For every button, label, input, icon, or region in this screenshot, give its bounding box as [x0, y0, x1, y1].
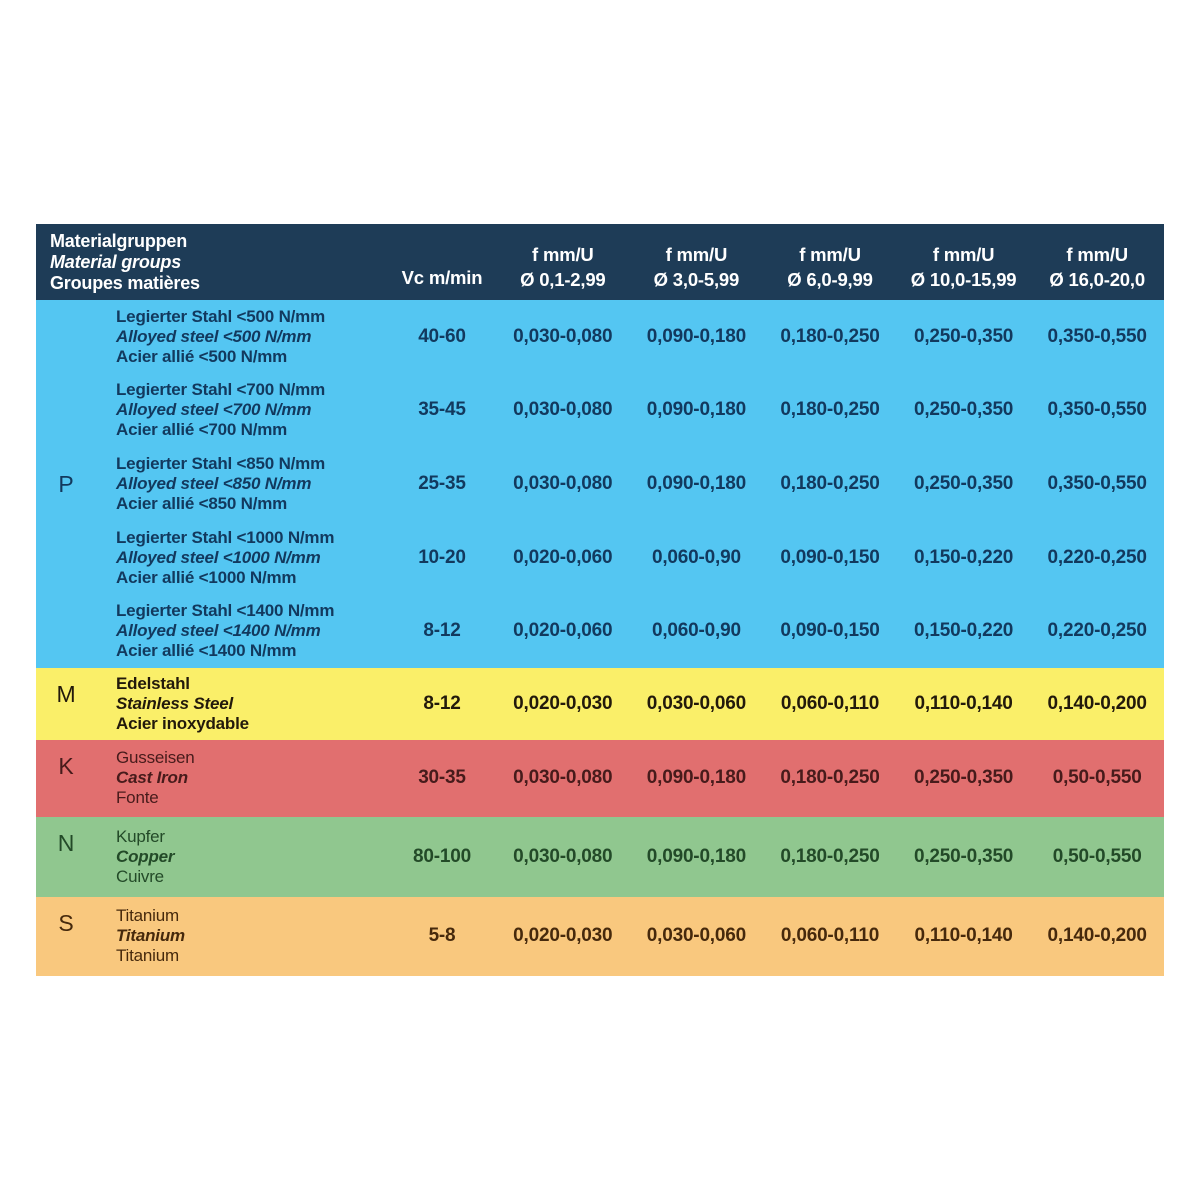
feed-value: 0,250-0,350	[913, 399, 1014, 421]
feed-value: 0,060-0,90	[651, 546, 741, 568]
material-names	[96, 528, 388, 588]
feed-value: 0,060-0,110	[780, 925, 880, 947]
vc-label: Vc m/min	[401, 267, 483, 288]
feed-value: 0,090-0,180	[646, 845, 746, 867]
material-name-de: Titanium	[116, 906, 179, 926]
material-group-section-S	[36, 897, 1164, 976]
group-letter: N	[57, 829, 75, 856]
feed-value: 0,020-0,060	[513, 546, 613, 568]
material-row	[96, 374, 1164, 448]
vc-value: 35-45	[418, 399, 466, 421]
feed-label: f mm/U	[932, 244, 995, 265]
feed-rate-table	[36, 224, 1164, 976]
material-names	[96, 906, 388, 966]
feed-value: 0,090-0,180	[646, 325, 746, 347]
feed-value: 0,140-0,200	[1047, 925, 1147, 947]
feed-label: f mm/U	[1066, 244, 1128, 265]
feed-value: 0,110-0,140	[914, 925, 1013, 947]
feed-value: 0,180-0,250	[780, 325, 880, 347]
group-rows	[96, 300, 1164, 668]
group-rows	[96, 740, 1164, 817]
material-groups-header	[36, 224, 388, 300]
vc-value: 30-35	[418, 767, 466, 789]
material-group-section-N	[36, 817, 1164, 897]
material-row	[96, 668, 1164, 740]
feed-value: 0,220-0,250	[1047, 620, 1147, 642]
diameter-range-3: Ø 6,0-9,99	[787, 269, 873, 290]
vc-column-header	[388, 224, 496, 300]
feed-value: 0,020-0,030	[513, 925, 613, 947]
group-rows	[96, 897, 1164, 976]
material-row	[96, 521, 1164, 595]
material-name-en: Alloyed steel <700 N/mm	[116, 400, 312, 420]
material-name-de: Edelstahl	[116, 673, 190, 693]
material-name-de: Kupfer	[116, 826, 165, 846]
feed-value: 0,090-0,150	[780, 620, 880, 642]
material-name-de: Legierter Stahl <700 N/mm	[116, 380, 326, 400]
feed-label: f mm/U	[665, 244, 728, 265]
feed-value: 0,350-0,550	[1047, 325, 1147, 347]
feed-value: 0,030-0,080	[513, 845, 613, 867]
feed-value: 0,150-0,220	[913, 620, 1014, 642]
vc-value: 40-60	[418, 325, 466, 347]
material-name-en: Alloyed steel <1000 N/mm	[116, 547, 321, 567]
material-name-en: Alloyed steel <500 N/mm	[116, 326, 312, 346]
feed-column-header-2	[630, 224, 764, 300]
feed-column-header-5	[1030, 224, 1164, 300]
feed-value: 0,110-0,140	[914, 692, 1013, 714]
material-names	[96, 601, 388, 661]
feed-value: 0,250-0,350	[913, 845, 1014, 867]
feed-value: 0,220-0,250	[1047, 546, 1147, 568]
feed-value: 0,020-0,030	[513, 692, 613, 714]
feed-value: 0,030-0,080	[513, 767, 613, 789]
material-name-fr: Cuivre	[116, 866, 164, 886]
diameter-range-2: Ø 3,0-5,99	[653, 269, 740, 290]
header-title-de: Materialgruppen	[50, 231, 188, 251]
header-title-fr: Groupes matières	[50, 273, 200, 293]
feed-value: 0,180-0,250	[780, 845, 880, 867]
diameter-range-1: Ø 0,1-2,99	[520, 269, 606, 290]
feed-value: 0,180-0,250	[780, 472, 880, 494]
feed-value: 0,090-0,180	[646, 399, 746, 421]
diameter-range-4: Ø 10,0-15,99	[910, 269, 1017, 290]
material-row	[96, 447, 1164, 521]
feed-value: 0,50-0,550	[1052, 767, 1142, 789]
group-letter: M	[56, 680, 76, 707]
material-name-de: Legierter Stahl <500 N/mm	[116, 306, 326, 326]
material-row	[96, 897, 1164, 976]
material-row	[96, 740, 1164, 817]
group-rows	[96, 817, 1164, 897]
material-name-de: Legierter Stahl <1400 N/mm	[116, 601, 335, 621]
feed-value: 0,350-0,550	[1047, 472, 1147, 494]
group-letter: P	[58, 470, 74, 497]
table-body	[36, 300, 1164, 976]
header-title-en: Material groups	[50, 252, 182, 272]
material-name-en: Alloyed steel <1400 N/mm	[116, 621, 321, 641]
material-group-section-P	[36, 300, 1164, 668]
material-name-fr: Acier allié <850 N/mm	[116, 493, 288, 513]
vc-value: 8-12	[423, 692, 461, 714]
feed-label: f mm/U	[799, 244, 861, 265]
group-rows	[96, 668, 1164, 740]
feed-value: 0,250-0,350	[913, 325, 1014, 347]
material-names	[96, 307, 388, 367]
feed-value: 0,030-0,060	[646, 692, 746, 714]
diameter-range-5: Ø 16,0-20,0	[1049, 269, 1145, 290]
feed-value: 0,50-0,550	[1052, 845, 1142, 867]
feed-column-header-4	[897, 224, 1031, 300]
material-name-fr: Fonte	[116, 788, 159, 808]
feed-value: 0,030-0,080	[513, 472, 613, 494]
material-name-fr: Acier allié <1000 N/mm	[116, 567, 297, 587]
feed-value: 0,150-0,220	[913, 546, 1014, 568]
feed-column-header-1	[496, 224, 630, 300]
feed-value: 0,250-0,350	[913, 472, 1014, 494]
feed-value: 0,180-0,250	[780, 399, 880, 421]
material-names	[96, 827, 388, 887]
feed-value: 0,140-0,200	[1047, 692, 1147, 714]
feed-value: 0,180-0,250	[780, 767, 880, 789]
vc-value: 8-12	[423, 620, 461, 642]
feed-column-header-3	[763, 224, 897, 300]
feed-value: 0,350-0,550	[1047, 399, 1147, 421]
material-name-en: Stainless Steel	[116, 693, 234, 713]
feed-value: 0,060-0,90	[651, 620, 741, 642]
material-row	[96, 817, 1164, 897]
material-names	[96, 674, 388, 734]
material-group-section-K	[36, 740, 1164, 817]
material-names	[96, 748, 388, 808]
material-names	[96, 380, 388, 440]
feed-value: 0,090-0,180	[646, 472, 746, 494]
group-letter: S	[58, 909, 74, 936]
vc-value: 5-8	[428, 925, 456, 947]
feed-value: 0,090-0,150	[780, 546, 880, 568]
vc-value: 25-35	[418, 472, 466, 494]
feed-value: 0,090-0,180	[646, 767, 746, 789]
material-name-fr: Titanium	[116, 946, 179, 966]
feed-value: 0,030-0,080	[513, 325, 613, 347]
feed-value: 0,250-0,350	[913, 767, 1014, 789]
feed-label: f mm/U	[532, 244, 594, 265]
table-header	[36, 224, 1164, 300]
material-name-fr: Acier allié <700 N/mm	[116, 420, 288, 440]
feed-value: 0,020-0,060	[513, 620, 613, 642]
material-name-fr: Acier allié <500 N/mm	[116, 346, 288, 366]
group-letter: K	[58, 752, 74, 779]
material-row	[96, 300, 1164, 374]
feed-value: 0,030-0,060	[646, 925, 746, 947]
vc-value: 10-20	[418, 546, 466, 568]
material-name-de: Gusseisen	[116, 748, 195, 768]
material-name-en: Alloyed steel <850 N/mm	[116, 473, 312, 493]
material-name-de: Legierter Stahl <1000 N/mm	[116, 527, 335, 547]
material-name-fr: Acier allié <1400 N/mm	[116, 641, 297, 661]
feed-value: 0,060-0,110	[780, 692, 880, 714]
vc-value: 80-100	[413, 845, 471, 867]
material-name-en: Titanium	[116, 926, 185, 946]
material-row	[96, 594, 1164, 668]
material-name-de: Legierter Stahl <850 N/mm	[116, 453, 326, 473]
feed-value: 0,030-0,080	[513, 399, 613, 421]
material-names	[96, 454, 388, 514]
material-name-fr: Acier inoxydable	[116, 713, 249, 733]
material-name-en: Cast Iron	[116, 768, 188, 788]
material-group-section-M	[36, 668, 1164, 740]
material-name-en: Copper	[116, 846, 175, 866]
